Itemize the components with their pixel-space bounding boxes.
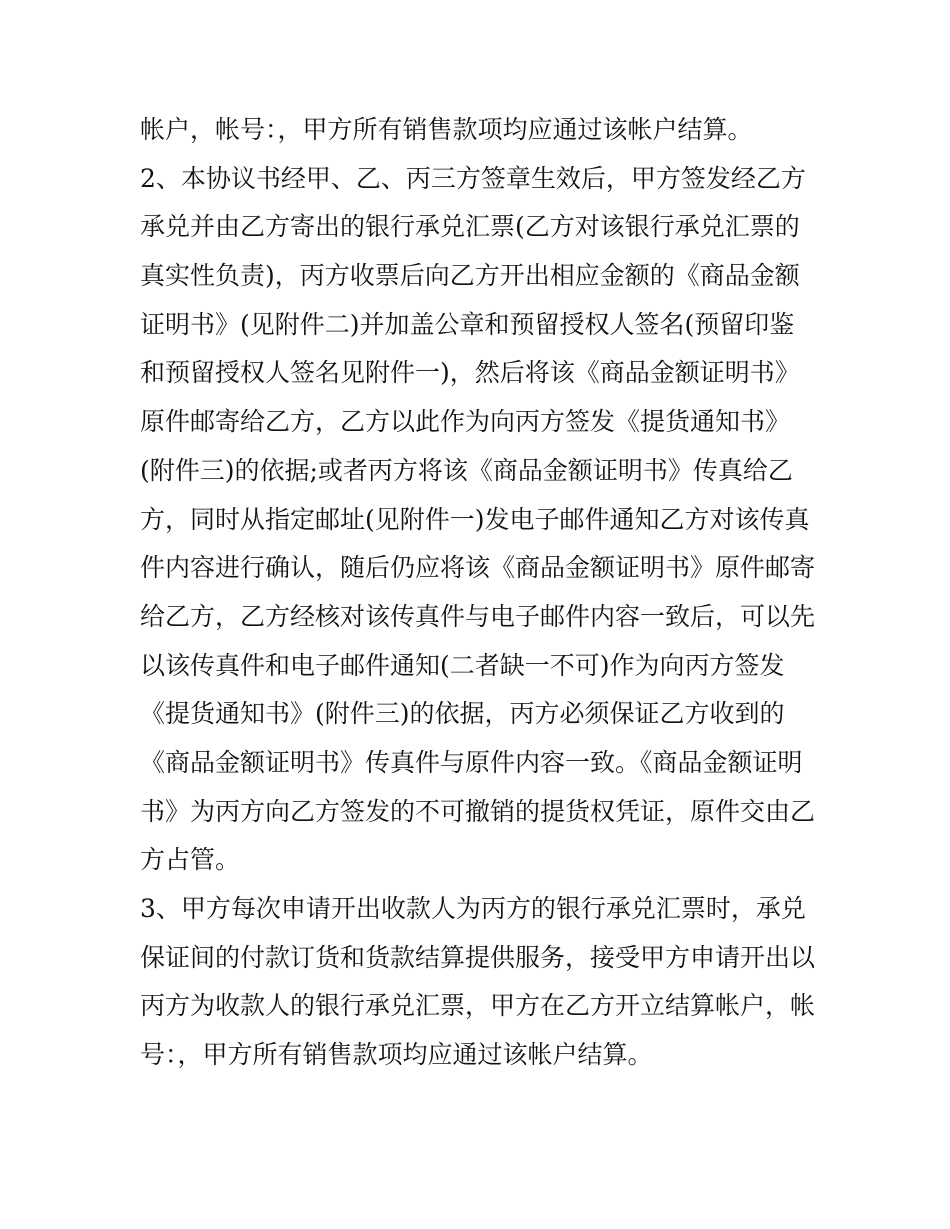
text-line: 丙方为收款人的银行承兑汇票，甲方在乙方开立结算帐户，帐 (140, 991, 816, 1021)
text-line: 原件邮寄给乙方，乙方以此作为向丙方签发《提货通知书》 (140, 407, 791, 437)
text-line: 以该传真件和电子邮件通知(二者缺一不可)作为向丙方签发 (140, 650, 785, 680)
text-line: 《商品金额证明书》传真件与原件内容一致。《商品金额证明 (140, 747, 803, 777)
text-line: 方，同时从指定邮址(见附件一)发电子邮件通知乙方对该传真 (140, 504, 810, 534)
text-line: 2、本协议书经甲、乙、丙三方签章生效后，甲方签发经乙方 (140, 163, 806, 193)
text-line: 件内容进行确认，随后仍应将该《商品金额证明书》原件邮寄 (140, 553, 816, 583)
text-line: 书》为丙方向乙方签发的不可撤销的提货权凭证，原件交由乙 (140, 796, 816, 826)
text-line: 和预留授权人签名见附件一)，然后将该《商品金额证明书》 (140, 358, 800, 388)
text-line: 3、甲方每次申请开出收款人为丙方的银行承兑汇票时，承兑 (140, 894, 806, 923)
text-line: 《提货通知书》(附件三)的依据，丙方必须保证乙方收到的 (140, 699, 785, 729)
text-line: 真实性负责)，丙方收票后向乙方开出相应金额的《商品金额 (140, 261, 800, 291)
document-body (140, 106, 840, 1080)
text-line: 号：，甲方所有销售款项均应通过该帐户结算。 (140, 1040, 653, 1070)
text-line: 证明书》(见附件二)并加盖公章和预留授权人签名(预留印鉴 (140, 309, 795, 339)
text-line: 承兑并由乙方寄出的银行承兑汇票(乙方对该银行承兑汇票的 (140, 212, 800, 242)
text-line: 方占管。 (140, 845, 241, 875)
text-line: 给乙方，乙方经核对该传真件与电子邮件内容一致后，可以先 (140, 601, 816, 631)
text-line: 帐户，帐号：，甲方所有销售款项均应通过该帐户结算。 (140, 115, 753, 144)
text-line: 保证间的付款订货和货款结算提供服务，接受甲方申请开出以 (140, 942, 816, 972)
text-line: (附件三)的依据;或者丙方将该《商品金额证明书》传真给乙 (140, 455, 793, 485)
